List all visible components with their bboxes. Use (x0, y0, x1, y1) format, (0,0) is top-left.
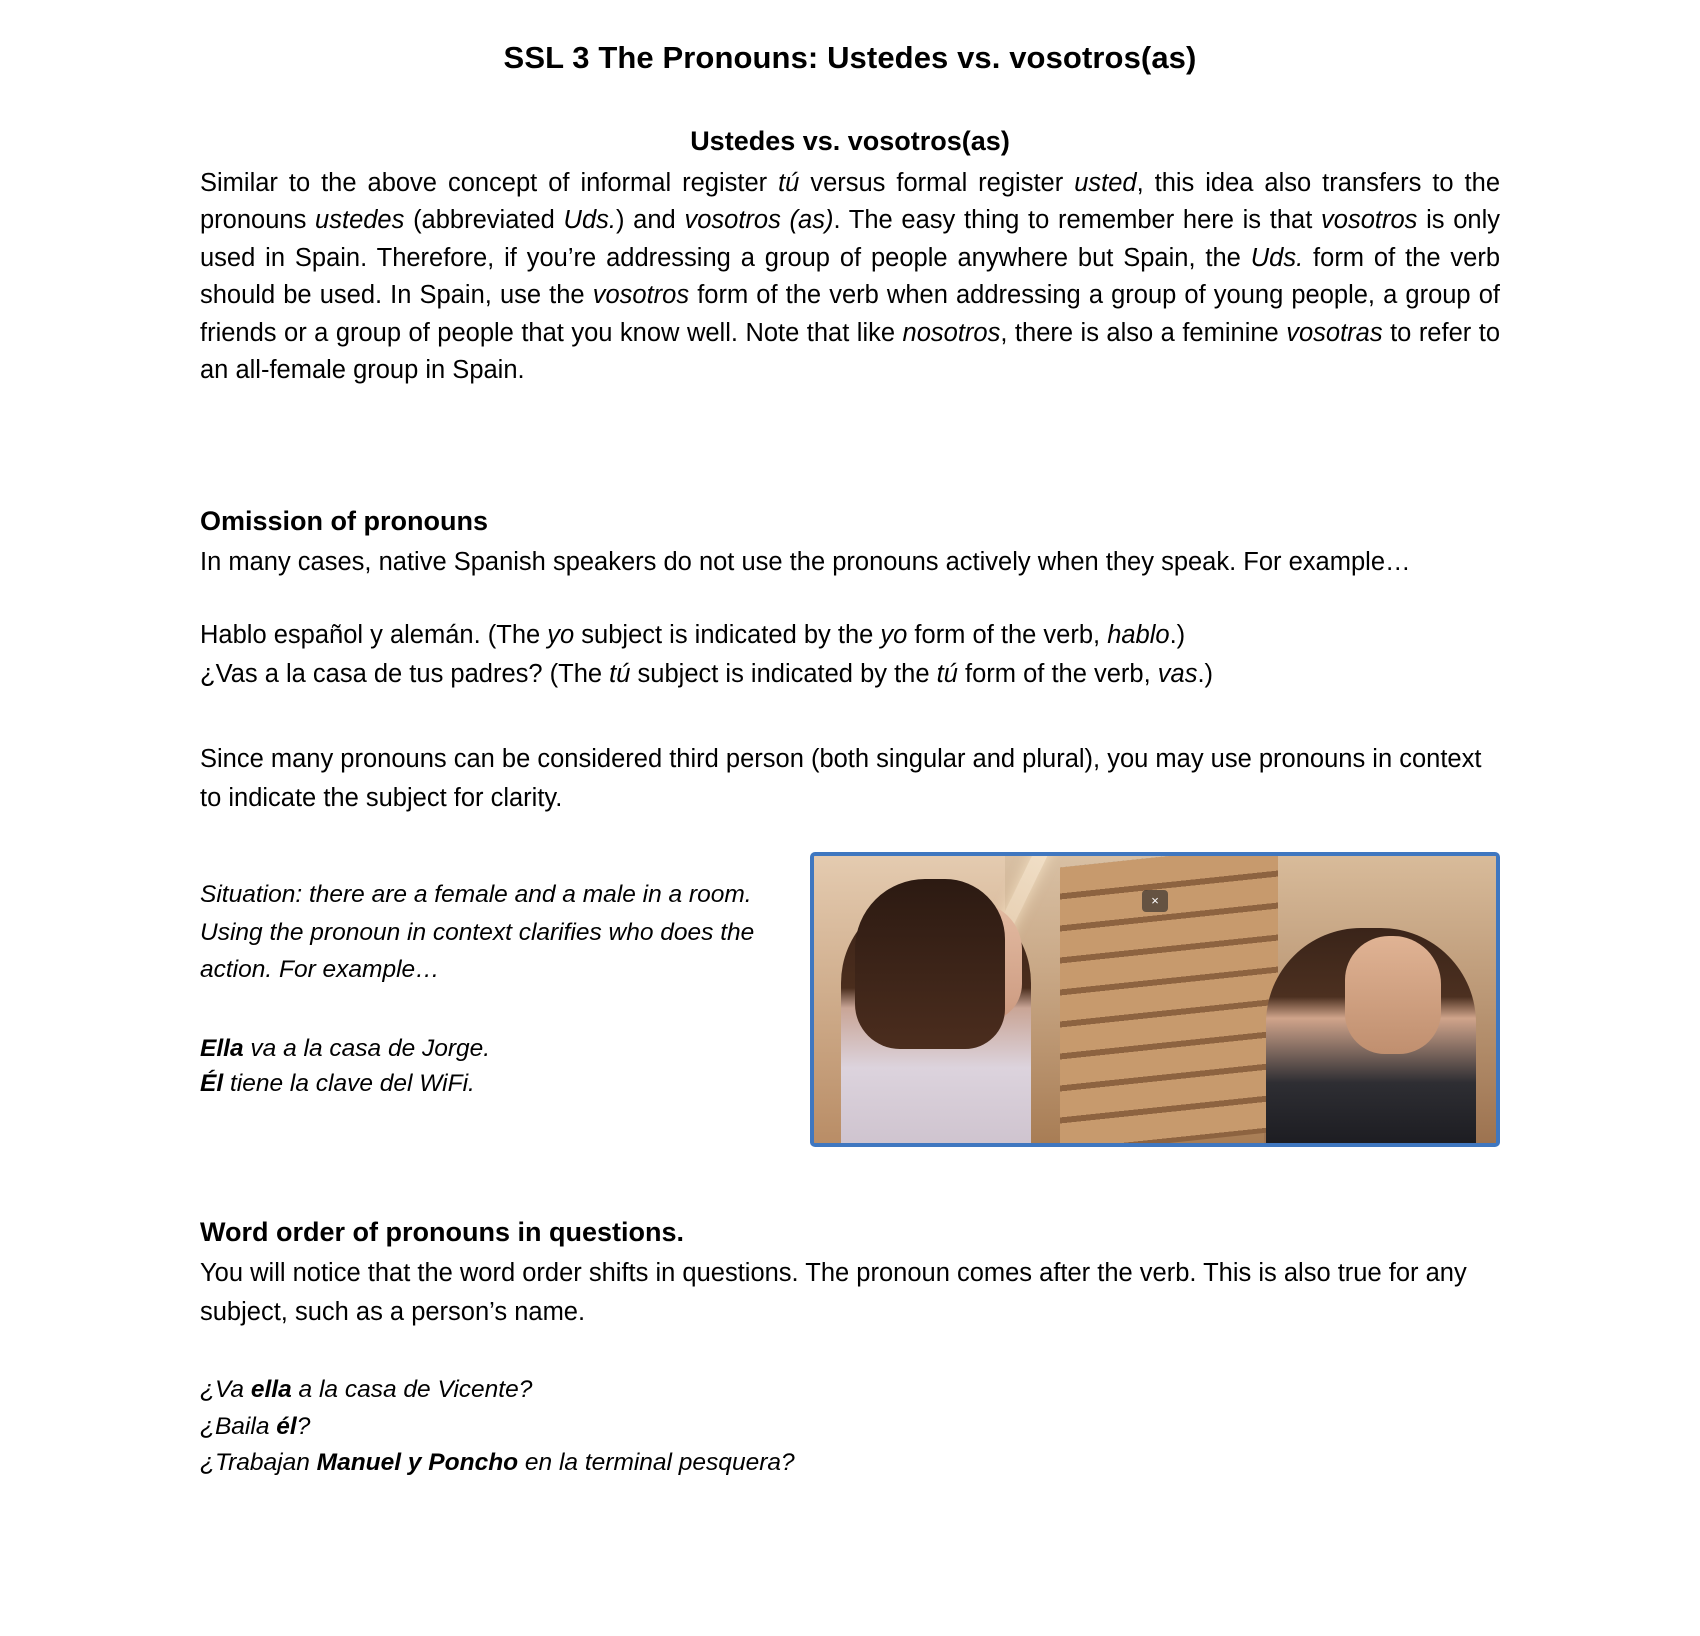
example-vas-a-la-casa (200, 655, 1500, 694)
question-examples (200, 1372, 1500, 1482)
text-run-italic: tiene la clave del WiFi. (223, 1070, 475, 1098)
close-icon[interactable]: × (1142, 890, 1168, 912)
text-run: ) and (615, 206, 685, 235)
text-run-italic: a la casa de Vicente? (291, 1375, 533, 1403)
vertical-spacer (200, 582, 1500, 616)
text-run: is only used in Spain. Therefore, if you’re addressing a group of people anywhere but Spain, the (200, 206, 1501, 272)
list-item (200, 1372, 1500, 1409)
text-run-italic: yo (880, 620, 908, 649)
text-run: form of the verb when addressing a group of young people, a group of friends or a group of people that you know well. Note that like (200, 281, 1500, 347)
text-run-italic: vosotros (592, 281, 690, 310)
section-heading-omission-of-pronouns: Omission of pronouns (200, 505, 488, 536)
paragraph-word-order: You will notice that the word order shifts in questions. The pronoun comes after the verb. This is also true for any subject, such as a person’s name. (200, 1258, 1467, 1326)
text-run-italic: vas (1157, 659, 1198, 688)
text-run: subject is indicated by the (574, 620, 881, 649)
list-item (200, 1066, 780, 1102)
text-run-italic: va a la casa de Jorge. (243, 1034, 491, 1062)
paragraph-ustedes-vs-vosotros (200, 165, 1500, 390)
text-run-italic: ¿Trabajan (200, 1449, 317, 1477)
text-run: ¿Vas a la casa de tus padres? (The (200, 659, 610, 688)
pronoun-el: él (276, 1412, 297, 1440)
text-run-italic: hablo (1107, 620, 1170, 649)
subject-manuel-y-poncho: Manuel y Poncho (316, 1449, 519, 1477)
situation-examples (200, 1031, 780, 1102)
text-run: form of the verb, (907, 620, 1108, 649)
text-run-italic: tú (778, 169, 800, 197)
paragraph-omission-intro: In many cases, native Spanish speakers do not use the pronouns actively when they speak. For example… (200, 547, 1411, 576)
vertical-spacer (200, 694, 1500, 740)
situation-column (200, 852, 780, 1102)
section-heading-word-order: Word order of pronouns in questions. (200, 1216, 684, 1247)
text-run: form of the verb, (957, 659, 1158, 688)
text-run-italic: yo (547, 620, 575, 649)
section-word-order (200, 1217, 1500, 1482)
text-run: , there is also a feminine (1000, 318, 1287, 347)
text-run: versus formal register (799, 169, 1075, 197)
embedded-video-still[interactable] (810, 852, 1500, 1147)
text-run: (abbreviated (404, 206, 564, 235)
pronoun-ella: Ella (200, 1034, 244, 1062)
page-title: SSL 3 The Pronouns: Ustedes vs. vosotros(as) (503, 40, 1197, 75)
situation-and-media-row (200, 852, 1500, 1147)
text-run: , this idea also transfers to the pronouns (200, 169, 1500, 235)
section-heading-ustedes-vs-vosotros: Ustedes vs. vosotros(as) (690, 126, 1010, 156)
text-run-italic: vosotras (1286, 318, 1383, 347)
text-run-italic: tú (609, 659, 631, 688)
text-run: .) (1169, 620, 1186, 649)
text-run: Hablo español y alemán. (The (200, 620, 548, 649)
list-item (200, 1031, 780, 1067)
pronoun-el: Él (200, 1070, 224, 1098)
person-female-hair (855, 879, 1005, 1049)
text-run: to refer to an all-female group in Spain. (200, 318, 1500, 385)
list-item (200, 1409, 1500, 1446)
text-run-italic: nosotros (902, 318, 1001, 347)
list-item (200, 1445, 1500, 1482)
text-run-italic: ¿Va (200, 1375, 251, 1403)
person-male-face (1345, 936, 1441, 1054)
pronoun-ella: ella (250, 1375, 292, 1403)
example-hablo-espanol (200, 616, 1500, 655)
text-run-italic: Uds. (563, 206, 616, 235)
text-run-italic: tú (936, 659, 958, 688)
text-run: .) (1197, 659, 1214, 688)
text-run: form of the verb should be used. In Spain, use the (200, 243, 1500, 310)
text-run-italic: vosotros (1321, 206, 1418, 235)
text-run: . The easy thing to remember here is that (833, 206, 1322, 235)
text-run-italic: Uds. (1250, 243, 1304, 272)
vertical-spacer (200, 390, 1500, 506)
text-run-italic: ustedes (315, 206, 405, 235)
text-run: Similar to the above concept of informal register (200, 169, 779, 197)
text-run-italic: en la terminal pesquera? (518, 1449, 795, 1477)
paragraph-third-person-clarity: Since many pronouns can be considered third person (both singular and plural), you may use pronouns in context to indicate the subject for clarity. (200, 744, 1482, 812)
staircase (1060, 852, 1278, 1147)
text-run-italic: usted (1074, 169, 1137, 197)
text-run-italic: ¿Baila (200, 1412, 277, 1440)
text-run-italic: vosotros (as) (684, 206, 834, 235)
text-run-italic: ? (296, 1412, 311, 1440)
paragraph-situation: Situation: there are a female and a male in a room. Using the pronoun in context clarifies who does the action. For example… (200, 881, 755, 984)
text-run: subject is indicated by the (630, 659, 937, 688)
